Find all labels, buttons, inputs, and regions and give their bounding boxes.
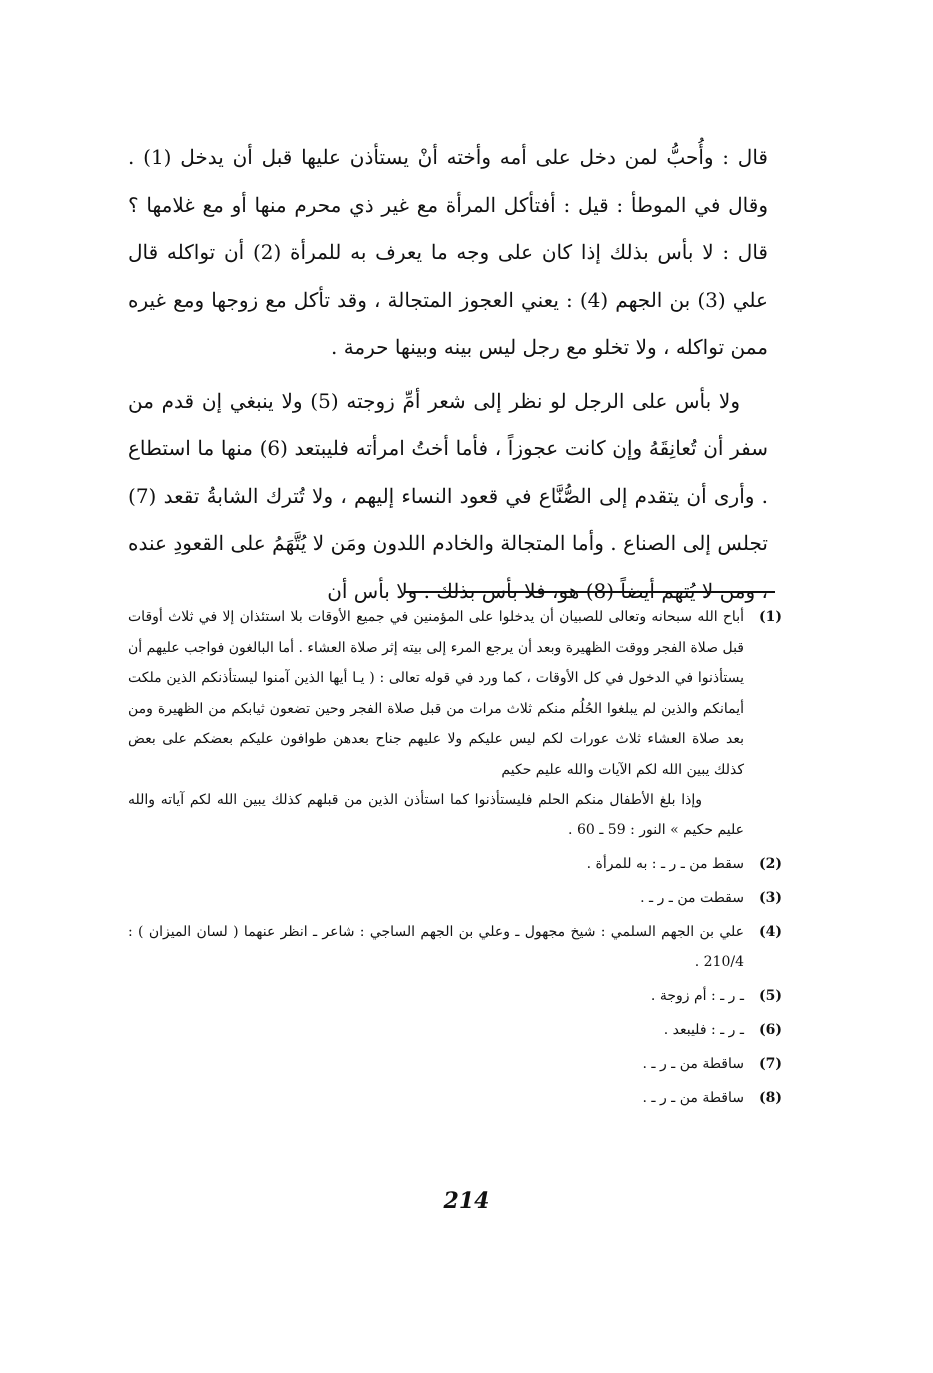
footnote-1-continuation: وإذا بلغ الأطفال منكم الحلم فليستأذنوا كما استأذن الذين من قبلهم كذلك يبين الله لكم آياته والله عليم حكيم » النور : 59 ـ 60 . xyxy=(128,792,744,838)
footnote-text: علي بن الجهم السلمي : شيخ مجهول ـ وعلي بن الجهم الساجي : شاعر ـ انظر عنهما ( لسان الميزان ) : 210/4 . xyxy=(128,924,744,970)
footnote-6 xyxy=(128,1015,782,1045)
footnote-number: (2) xyxy=(759,856,782,872)
body-paragraph-2: ولا بأس على الرجل لو نظر إلى شعر أمِّ زوجته (5) ولا ينبغي إن قدم من سفر أن تُعانِقَهُ وإن كانت عجوزاً ، فأما أختُ امرأته فليبتعد (6) منها ما استطاع . وأرى أن يتقدم إلى الصُّنَّاع في قعود النساء إليهم ، ولا تُترك الشابةُ تقعد (7) تجلس إلى الصناع . وأما المتجالة والخادم اللدون ومَن لا يُتَّهَمُ على القعودِ عنده ، ومن لا يُتهم أيضاً (8) هو، فلا بأس بذلك . ولا بأس أن xyxy=(128,388,768,603)
footnote-2 xyxy=(128,849,782,879)
footnote-number: (5) xyxy=(759,988,782,1004)
footnote-number: (4) xyxy=(759,924,782,940)
footnote-text: ساقطة من ـ ر ـ . xyxy=(642,1056,744,1072)
main-text xyxy=(128,134,768,615)
footnote-number: (8) xyxy=(759,1090,782,1106)
footnote-number: (6) xyxy=(759,1022,782,1038)
footnote-8 xyxy=(128,1083,782,1113)
footnote-text: ساقطة من ـ ر ـ . xyxy=(642,1090,744,1106)
footnote-number: (7) xyxy=(759,1056,782,1072)
footnote-text: سقط من ـ ر ـ : به للمرأة . xyxy=(586,856,744,872)
footnote-text: أباح الله سبحانه وتعالى للصبيان أن يدخلوا على المؤمنين في جميع الأوقات بلا استئذان إلا في ثلاث أوقات قبل صلاة الفجر ووقت الظهيرة وبعد أن يرجع المرء إلى بيته إثر صلاة العشاء . أما البالغون فواجب عليهم أن يستأذنوا في الدخول في كل الأوقات ، كما ورد في قوله تعالى : ( يـا أيها الذين آمنوا ليستأذنكم الذين ملكت أيمانكم والذين لم يبلغوا الحُلُم منكم ثلاث مرات من قبل صلاة الفجر وحين تضعون ثيابكم من الظهيرة ومن بعد صلاة العشاء ثلاث عورات لكم ليس عليكم ولا عليهم جناح بعدهن طوافون عليكم بعضكم على بعض كذلك يبين الله لكم الآيات والله عليم حكيم xyxy=(128,609,744,778)
footnote-text: ـ ر ـ : فليبعد . xyxy=(663,1022,744,1038)
body-paragraph-1: قال : وأُحبُّ لمن دخل على أمه وأخته أنْ يستأذن عليها قبل أن يدخل (1) . وقال في الموطأ : قيل : أفتأكل المرأة مع غير ذي محرم منها أو مع غلامها ؟ قال : لا بأس بذلك إذا كان على وجه ما يعرف به للمرأة (2) أن تواكله قال علي (3) بن الجهم (4) : يعني العجوز المتجالة ، وقد تأكل مع زوجها ومع غيره ممن تواكله ، ولا تخلو مع رجل ليس بينه وبينها حرمة . xyxy=(128,145,768,359)
footnote-1 xyxy=(128,602,782,785)
footnote-3 xyxy=(128,883,782,913)
footnote-separator xyxy=(404,591,775,593)
footnotes xyxy=(128,602,782,1113)
footnote-text: ـ ر ـ : أم زوجة . xyxy=(650,988,744,1004)
footnote-number: (3) xyxy=(759,890,782,906)
page-number: 214 xyxy=(443,1188,490,1214)
footnote-5 xyxy=(128,981,782,1011)
footnote-text: سقطت من ـ ر ـ . xyxy=(640,890,744,906)
footnote-4 xyxy=(128,917,782,977)
footnote-number: (1) xyxy=(759,609,782,625)
footnote-7 xyxy=(128,1049,782,1079)
